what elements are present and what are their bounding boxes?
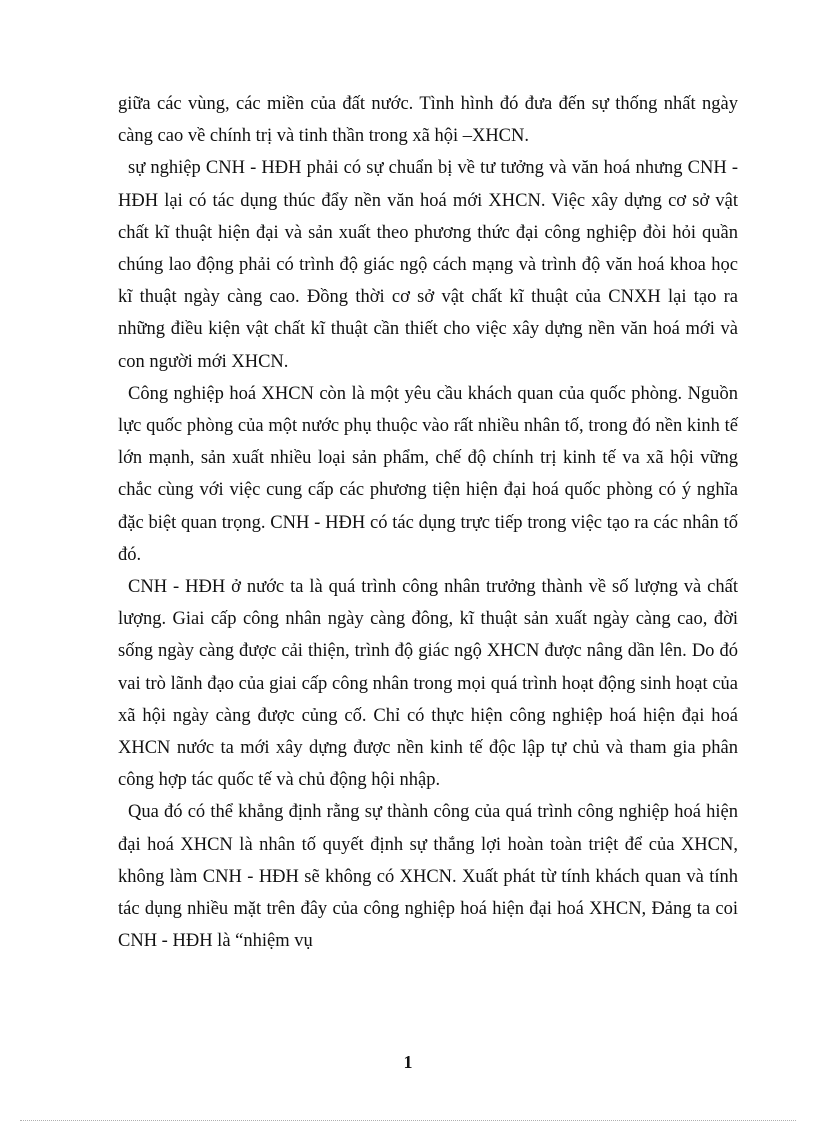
paragraph-working-class: CNH - HĐH ở nước ta là quá trình công nhân trưởng thành về số lượng và chất lượng. Giai cấp công nhân ngày càng đông, kĩ thuật sản xuất ngày càng cao, đời sống ngày càng được cải thiện, trình độ giác ngộ XHCN được nâng dần lên. Do đó vai trò lãnh đạo của giai cấp công nhân trong mọi quá trình hoạt động sinh hoạt của xã hội ngày càng được củng cố. Chỉ có thực hiện công nghiệp hoá hiện đại hoá XHCN nước ta mới xây dựng được nền kinh tế độc lập tự chủ và tham gia phân công hợp tác quốc tế và chủ động hội nhập.	[118, 577, 738, 791]
paragraph-culture: sự nghiệp CNH - HĐH phải có sự chuẩn bị về tư tưởng và văn hoá nhưng CNH - HĐH lại có tác dụng thúc đẩy nền văn hoá mới XHCN. Việc xây dựng cơ sở vật chất kĩ thuật hiện đại và sản xuất theo phương thức đại công nghiệp đòi hỏi quần chúng lao động phải có trình độ giác ngộ cách mạng và trình độ văn hoá khoa học kĩ thuật ngày càng cao. Đồng thời cơ sở vật chất kĩ thuật của CNXH lại tạo ra những điều kiện vật chất kĩ thuật cần thiết cho việc xây dựng nền văn hoá mới và con người mới XHCN.	[118, 158, 738, 372]
paragraph-defense: Công nghiệp hoá XHCN còn là một yêu cầu khách quan của quốc phòng. Nguồn lực quốc phòng của một nước phụ thuộc vào rất nhiều nhân tố, trong đó nền kinh tế lớn mạnh, sản xuất nhiều loại sản phẩm, chế độ chính trị kinh tế va xã hội vững chắc cùng với việc cung cấp các phương tiện hiện đại hoá quốc phòng có ý nghĩa đặc biệt quan trọng. CNH - HĐH có tác dụng trực tiếp trong việc tạo ra các nhân tố đó.	[118, 383, 738, 565]
paragraph-conclusion: Qua đó có thể khẳng định rằng sự thành công của quá trình công nghiệp hoá hiện đại hoá XHCN là nhân tố quyết định sự thắng lợi hoàn toàn triệt để của XHCN, không làm CNH - HĐH sẽ không có XHCN. Xuất phát từ tính khách quan và tính tác dụng nhiều mặt trên đây của công nghiệp hoá hiện đại hoá XHCN, Đảng ta coi CNH - HĐH là “nhiệm vụ	[118, 802, 738, 952]
paragraph-continuation: giữa các vùng, các miền của đất nước. Tình hình đó đưa đến sự thống nhất ngày càng cao về chính trị và tinh thần trong xã hội –XHCN.	[118, 94, 738, 147]
page-number: 1	[403, 1052, 413, 1072]
body-text	[118, 88, 738, 957]
page-bottom-divider	[20, 1120, 796, 1121]
